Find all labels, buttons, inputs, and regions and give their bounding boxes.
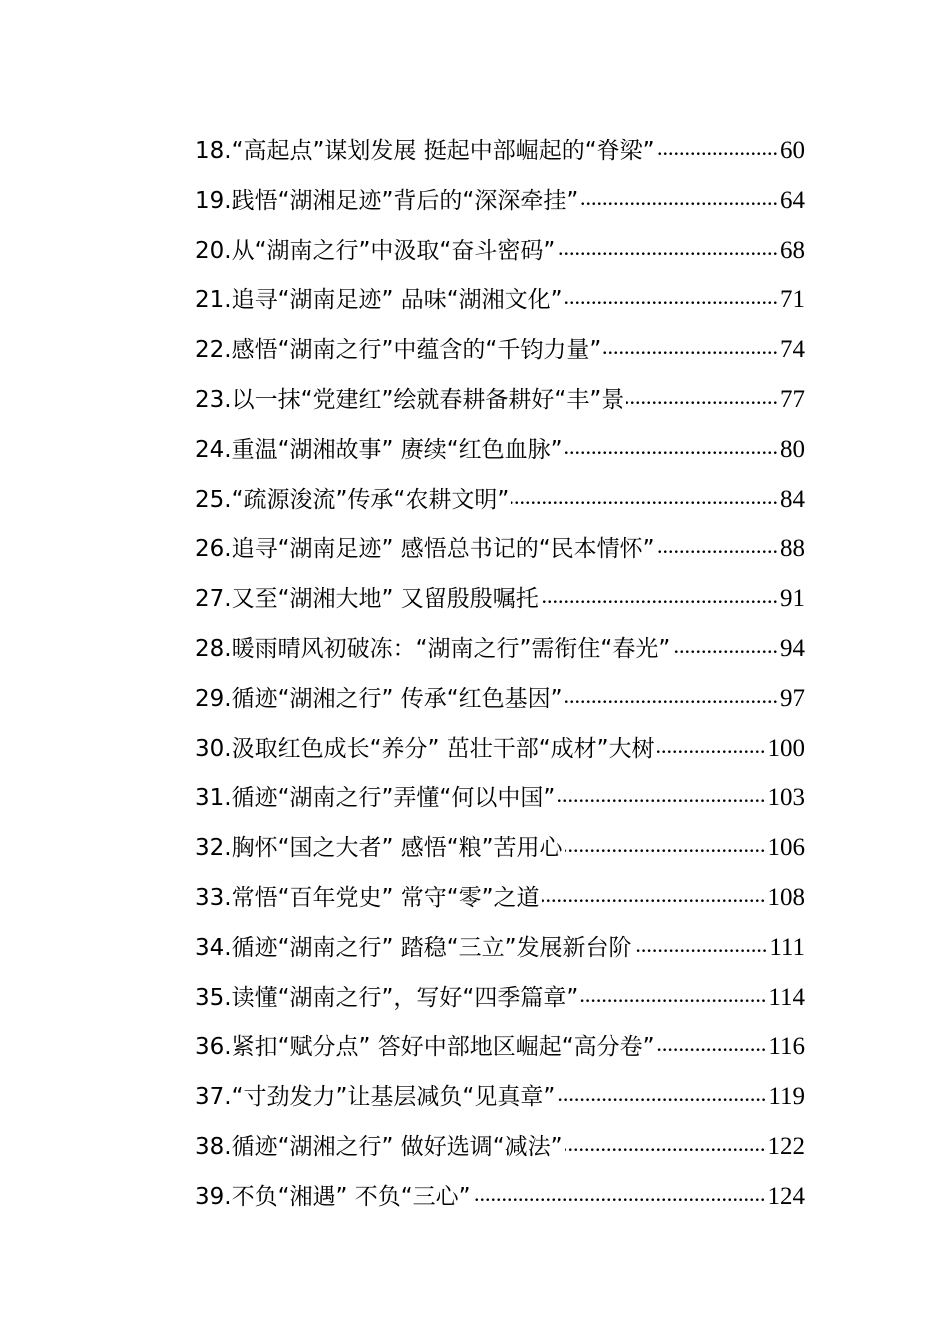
toc-entry-page: 106 — [767, 834, 805, 862]
toc-entry-37[interactable] — [195, 1072, 805, 1122]
toc-entry-title: 25.“疏源浚流”传承“农耕文明” — [195, 486, 510, 513]
toc-entry-page: 60 — [780, 137, 805, 164]
dot-leader — [657, 1031, 767, 1054]
toc-entry-35[interactable] — [195, 973, 805, 1023]
toc-entry-36[interactable] — [195, 1022, 805, 1072]
toc-entry-20[interactable] — [195, 226, 805, 276]
table-of-contents — [195, 126, 805, 1222]
dot-leader — [565, 683, 778, 706]
dot-leader — [603, 334, 778, 357]
toc-entry-page: 74 — [780, 336, 805, 364]
toc-entry-22[interactable] — [195, 325, 805, 375]
dot-leader — [542, 882, 766, 905]
toc-entry-title: 26.追寻“湖南足迹” 感悟总书记的“民本情怀” — [195, 536, 655, 563]
toc-entry-page: 94 — [780, 634, 805, 662]
toc-entry-title: 18.“高起点”谋划发展 挺起中部崛起的“脊梁” — [195, 138, 655, 164]
dot-leader — [565, 284, 778, 307]
toc-entry-30[interactable] — [195, 724, 805, 774]
toc-entry-18[interactable] — [195, 126, 805, 176]
toc-entry-page: 100 — [767, 734, 805, 762]
toc-entry-31[interactable] — [195, 773, 805, 823]
toc-entry-title: 36.紧扣“赋分点” 答好中部地区崛起“高分卷” — [195, 1034, 655, 1061]
dot-leader — [672, 633, 778, 656]
dot-leader — [565, 434, 778, 457]
dot-leader — [657, 733, 766, 756]
dot-leader — [511, 484, 778, 507]
dot-leader — [657, 533, 778, 556]
dot-leader — [557, 235, 778, 258]
toc-entry-page: 116 — [768, 1033, 805, 1061]
toc-entry-32[interactable] — [195, 823, 805, 873]
toc-entry-page: 108 — [767, 883, 805, 911]
toc-entry-page: 88 — [780, 535, 805, 563]
toc-entry-page: 122 — [767, 1132, 805, 1160]
dot-leader — [634, 932, 768, 955]
toc-entry-title: 24.重温“湖湘故事” 赓续“红色血脉” — [195, 436, 563, 463]
toc-entry-title: 32.胸怀“国之大者” 感悟“粮”苦用心 — [195, 835, 563, 862]
dot-leader — [565, 1131, 766, 1154]
toc-entry-title: 35.读懂“湖南之行”，写好“四季篇章” — [195, 984, 579, 1011]
toc-entry-28[interactable] — [195, 624, 805, 674]
toc-entry-27[interactable] — [195, 574, 805, 624]
dot-leader — [580, 185, 778, 208]
toc-entry-title: 31.循迹“湖南之行”弄懂“何以中国” — [195, 785, 556, 812]
toc-entry-26[interactable] — [195, 524, 805, 574]
toc-entry-page: 91 — [780, 585, 805, 613]
toc-entry-title: 27.又至“湖湘大地” 又留殷殷嘱托 — [195, 586, 539, 613]
toc-entry-19[interactable] — [195, 176, 805, 226]
toc-entry-page: 103 — [767, 784, 805, 812]
toc-entry-23[interactable] — [195, 375, 805, 425]
toc-entry-page: 119 — [768, 1083, 805, 1111]
dot-leader — [557, 1081, 766, 1104]
toc-entry-page: 68 — [780, 236, 805, 264]
toc-entry-title: 34.循迹“湖南之行” 踏稳“三立”发展新台阶 — [195, 934, 632, 961]
dot-leader — [473, 1181, 766, 1204]
toc-entry-page: 111 — [769, 933, 805, 961]
toc-entry-title: 20.从“湖南之行”中汲取“奋斗密码” — [195, 237, 556, 264]
toc-entry-title: 29.循迹“湖湘之行” 传承“红色基因” — [195, 685, 563, 712]
toc-entry-page: 80 — [780, 435, 805, 463]
toc-entry-38[interactable] — [195, 1122, 805, 1172]
toc-entry-page: 124 — [767, 1182, 805, 1210]
dot-leader — [626, 384, 778, 407]
toc-entry-title: 23.以一抹“党建红”绘就春耕备耕好“丰”景 — [195, 386, 625, 413]
toc-entry-page: 71 — [780, 286, 805, 314]
toc-entry-title: 39.不负“湘遇” 不负“三心” — [195, 1183, 471, 1210]
toc-entry-title: 38.循迹“湖湘之行” 做好选调“减法” — [195, 1133, 563, 1160]
toc-entry-page: 114 — [768, 983, 805, 1011]
toc-entry-29[interactable] — [195, 674, 805, 724]
toc-entry-title: 21.追寻“湖南足迹” 品味“湖湘文化” — [195, 287, 563, 314]
toc-entry-page: 77 — [780, 385, 805, 413]
toc-entry-title: 19.践悟“湖湘足迹”背后的“深深牵挂” — [195, 187, 579, 214]
toc-entry-title: 28.暖雨晴风初破冻：“湖南之行”需衔住“春光” — [195, 635, 671, 662]
dot-leader — [580, 982, 766, 1005]
toc-entry-page: 84 — [780, 485, 805, 513]
toc-entry-21[interactable] — [195, 275, 805, 325]
toc-entry-page: 64 — [780, 186, 805, 214]
toc-entry-24[interactable] — [195, 425, 805, 475]
dot-leader — [657, 135, 778, 158]
toc-entry-25[interactable] — [195, 475, 805, 525]
dot-leader — [541, 583, 778, 606]
toc-entry-33[interactable] — [195, 873, 805, 923]
toc-entry-title: 33.常悟“百年党史” 常守“零”之道 — [195, 884, 540, 911]
dot-leader — [557, 782, 765, 805]
toc-entry-34[interactable] — [195, 923, 805, 973]
toc-entry-title: 30.汲取红色成长“养分” 茁壮干部“成材”大树 — [195, 735, 655, 762]
toc-entry-title: 37.“寸劲发力”让基层减负“见真章” — [195, 1084, 556, 1111]
toc-entry-title: 22.感悟“湖南之行”中蕴含的“千钧力量” — [195, 337, 602, 364]
toc-entry-page: 97 — [780, 684, 805, 712]
toc-entry-39[interactable] — [195, 1172, 805, 1222]
dot-leader — [565, 832, 766, 855]
